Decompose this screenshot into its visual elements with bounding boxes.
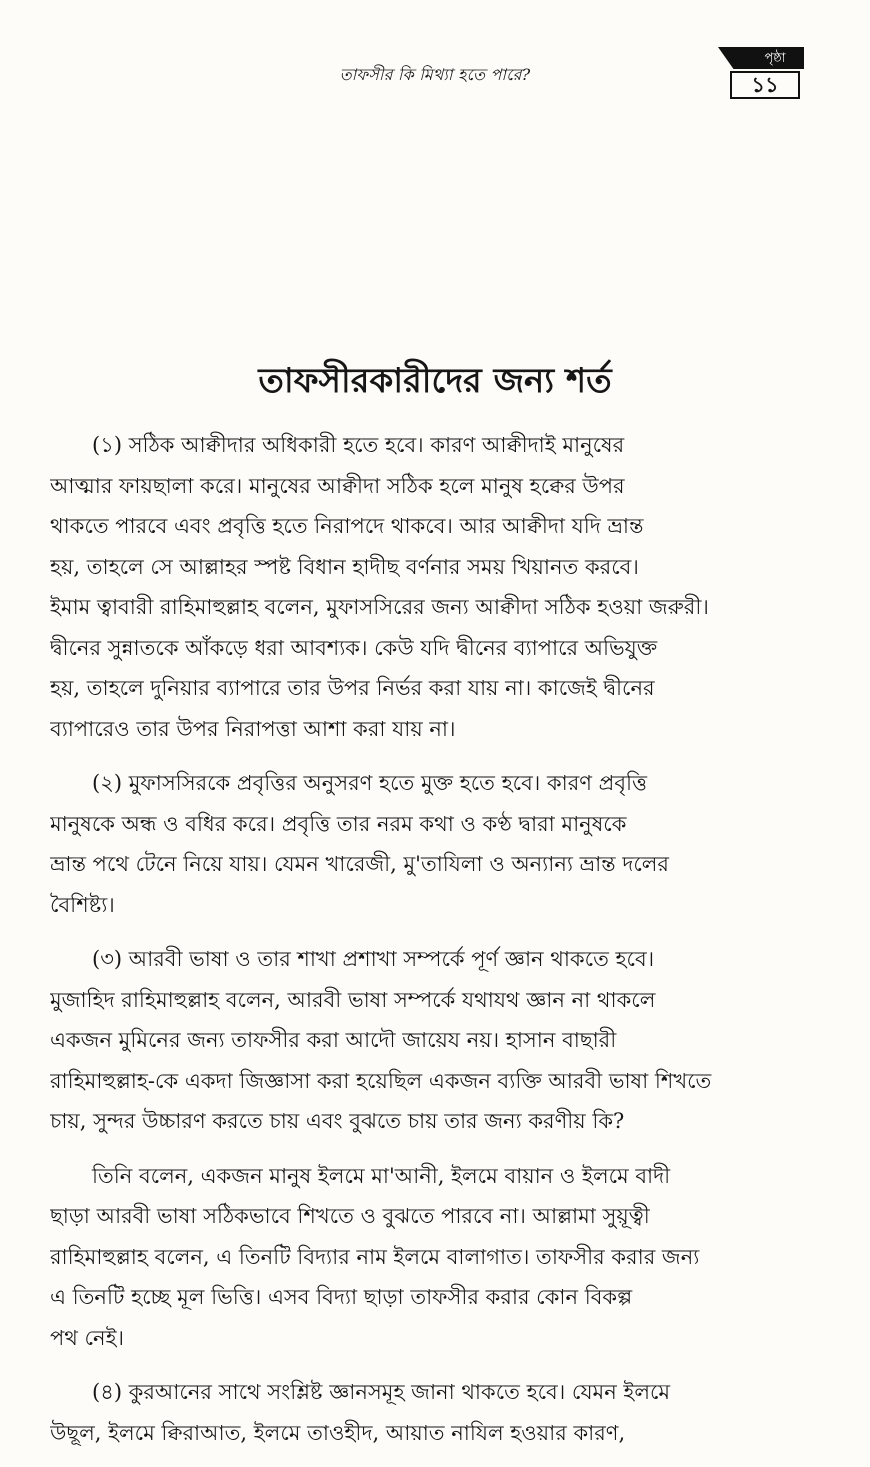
text-line: হয়, তাহলে দুনিয়ার ব্যাপারে তার উপর নির্ভর করা যায় না। কাজেই দ্বীনের (50, 676, 655, 700)
text-line: (১) সঠিক আক্বীদার অধিকারী হতে হবে। কারণ আক্বীদাই মানুষের (92, 433, 625, 457)
text-line: (৩) আরবী ভাষা ও তার শাখা প্রশাখা সম্পর্কে পূর্ণ জ্ঞান থাকতে হবে। (92, 947, 655, 971)
text-line: একজন মুমিনের জন্য তাফসীর করা আদৌ জায়েয নয়। হাসান বাছারী (50, 1028, 617, 1052)
text-line: পথ নেই। (50, 1325, 125, 1350)
body-text (50, 425, 812, 1467)
text-line: মানুষকে অন্ধ ও বধির করে। প্রবৃত্তি তার নরম কথা ও কণ্ঠ দ্বারা মানুষকে (50, 811, 627, 836)
paragraph-2 (50, 763, 812, 925)
text-line: ভ্রান্ত পথে টেনে নিয়ে যায়। যেমন খারেজী, মু'তাযিলা ও অন্যান্য ভ্রান্ত দলের (50, 852, 669, 876)
paragraph-4 (50, 1156, 812, 1359)
text-line: মুজাহিদ রাহিমাহুল্লাহ বলেন, আরবী ভাষা সম্পর্কে যথাযথ জ্ঞান না থাকলে (50, 987, 656, 1012)
text-line: এ তিনটি হচ্ছে মূল ভিত্তি। এসব বিদ্যা ছাড়া তাফসীর করার কোন বিকল্প (50, 1285, 633, 1309)
text-line: রাহিমাহুল্লাহ-কে একদা জিজ্ঞাসা করা হয়েছিল একজন ব্যক্তি আরবী ভাষা শিখতে (50, 1068, 712, 1093)
page-number: ১১ (730, 71, 800, 99)
paragraph-5 (50, 1372, 812, 1453)
text-line: থাকতে পারবে এবং প্রবৃত্তি হতে নিরাপদে থাকবে। আর আক্বীদা যদি ভ্রান্ত (50, 514, 644, 538)
text-line: ছাড়া আরবী ভাষা সঠিকভাবে শিখতে ও বুঝতে পারবে না। আল্লামা সুয়ূত্বী (50, 1204, 650, 1228)
text-line: বৈশিষ্ট্য। (50, 892, 115, 917)
text-line: তিনি বলেন, একজন মানুষ ইলমে মা'আনী, ইলমে বায়ান ও ইলমে বাদী (92, 1163, 671, 1188)
running-header-title: তাফসীর কি মিথ্যা হতে পারে? (339, 65, 531, 84)
paragraph-1 (50, 425, 812, 749)
text-line: হয়, তাহলে সে আল্লাহর স্পষ্ট বিধান হাদীছ বর্ণনার সময় খিয়ানত করবে। (50, 554, 639, 579)
text-line: (২) মুফাসসিরকে প্রবৃত্তির অনুসরণ হতে মুক্ত হতে হবে। কারণ প্রবৃত্তি (92, 771, 648, 795)
section-heading: তাফসীরকারীদের জন্য শর্ত (258, 361, 612, 401)
text-line: ইমাম ত্বাবারী রাহিমাহুল্লাহ বলেন, মুফাসসিরের জন্য আক্বীদা সঠিক হওয়া জরুরী। (50, 595, 709, 619)
text-line: উছূল, ইলমে ক্বিরাআত, ইলমে তাওহীদ, আয়াত নাযিল হওয়ার কারণ, (50, 1420, 626, 1445)
text-line: রাহিমাহুল্লাহ বলেন, এ তিনটি বিদ্যার নাম ইলমে বালাগাত। তাফসীর করার জন্য (50, 1244, 700, 1269)
paragraph-3 (50, 939, 812, 1142)
text-line: (৪) কুরআনের সাথে সংশ্লিষ্ট জ্ঞানসমূহ জানা থাকতে হবে। যেমন ইলমে (92, 1380, 671, 1404)
text-line: দ্বীনের সুন্নাতকে আঁকড়ে ধরা আবশ্যক। কেউ যদি দ্বীনের ব্যাপারে অভিযুক্ত (50, 635, 658, 660)
text-line: চায়, সুন্দর উচ্চারণ করতে চায় এবং বুঝতে চায় তার জন্য করণীয় কি? (50, 1109, 625, 1133)
page-number-badge (718, 47, 804, 102)
text-line: আত্মার ফায়ছালা করে। মানুষের আক্বীদা সঠিক হলে মানুষ হক্বের উপর (50, 473, 625, 498)
page-label: পৃষ্ঠা (764, 51, 786, 66)
text-line: ব্যাপারেও তার উপর নিরাপত্তা আশা করা যায় না। (50, 716, 456, 741)
